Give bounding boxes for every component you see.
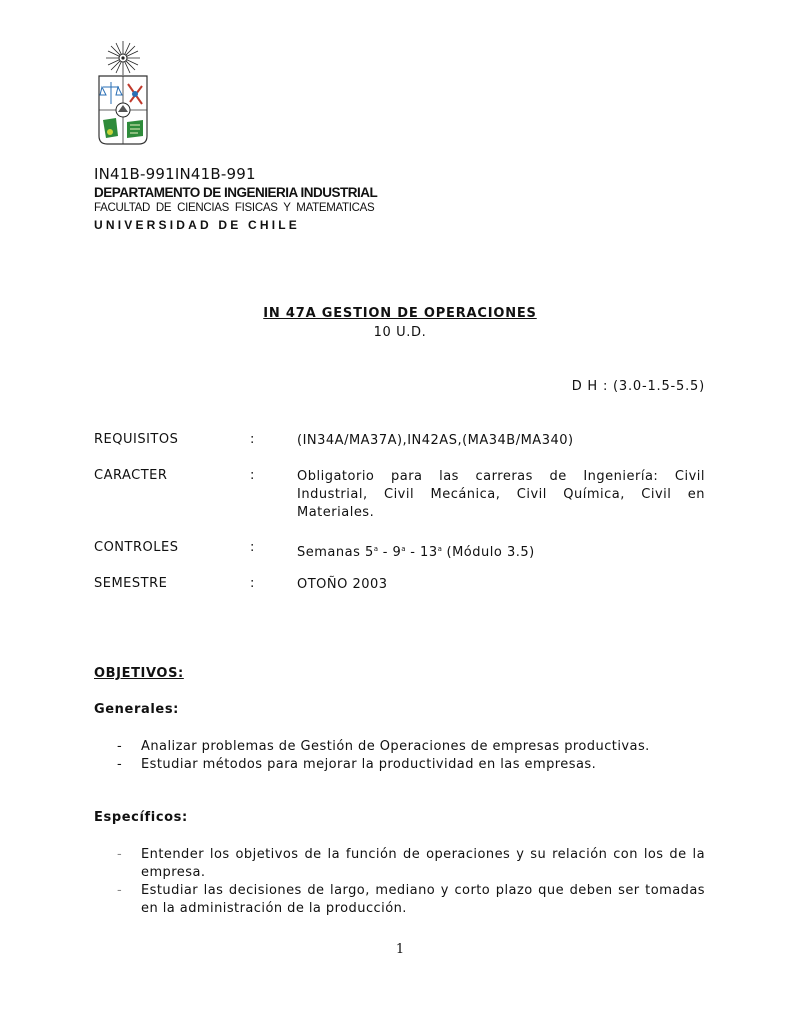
list-item: - Entender los objetivos de la función de operaciones y su relación con los de la empresa. bbox=[117, 847, 705, 880]
list-item: - Estudiar métodos para mejorar la productividad en las empresas. bbox=[117, 757, 597, 772]
info-colon: : bbox=[250, 468, 255, 483]
info-label: SEMESTRE bbox=[94, 576, 168, 591]
course-code-header: IN41B-991IN41B-991 bbox=[94, 165, 256, 183]
info-label: REQUISITOS bbox=[94, 432, 179, 447]
faculty-name: FACULTAD DE CIENCIAS FISICAS Y MATEMATICAS bbox=[94, 202, 375, 214]
specific-objectives-list bbox=[94, 846, 705, 918]
info-colon: : bbox=[250, 432, 255, 447]
specific-heading: Específicos: bbox=[94, 810, 188, 825]
objectives-heading: OBJETIVOS: bbox=[94, 666, 184, 681]
course-hours: D H : (3.0-1.5-5.5) bbox=[571, 379, 705, 394]
info-colon: : bbox=[250, 540, 255, 555]
course-units: 10 U.D. bbox=[373, 325, 427, 340]
course-title: IN 47A GESTION DE OPERACIONES bbox=[263, 306, 537, 321]
general-objectives-list bbox=[94, 738, 705, 774]
info-label: CONTROLES bbox=[94, 540, 179, 555]
info-value: Semanas 5$^a$ - 9$^a$ - 13$^a$ (Módulo 3.5) bbox=[297, 545, 535, 560]
list-item: - Estudiar las decisiones de largo, mediano y corto plazo que deben ser tomadas en la administración de la producción. bbox=[117, 883, 705, 916]
general-heading: Generales: bbox=[94, 702, 179, 717]
university-crest-logo bbox=[94, 40, 152, 148]
list-item: - Analizar problemas de Gestión de Operaciones de empresas productivas. bbox=[117, 739, 650, 754]
department-name: DEPARTAMENTO DE INGENIERIA INDUSTRIAL bbox=[94, 185, 378, 200]
university-name: UNIVERSIDAD DE CHILE bbox=[94, 218, 301, 232]
info-label: CARACTER bbox=[94, 468, 168, 483]
info-value: Obligatorio para las carreras de Ingeniería: Civil Industrial, Civil Mecánica, Civil Química, Civil en Materiales. bbox=[297, 469, 705, 520]
page-number: 1 bbox=[395, 942, 405, 957]
info-value: OTOÑO 2003 bbox=[297, 577, 388, 592]
info-value: (IN34A/MA37A),IN42AS,(MA34B/MA340) bbox=[297, 433, 574, 448]
info-colon: : bbox=[250, 576, 255, 591]
